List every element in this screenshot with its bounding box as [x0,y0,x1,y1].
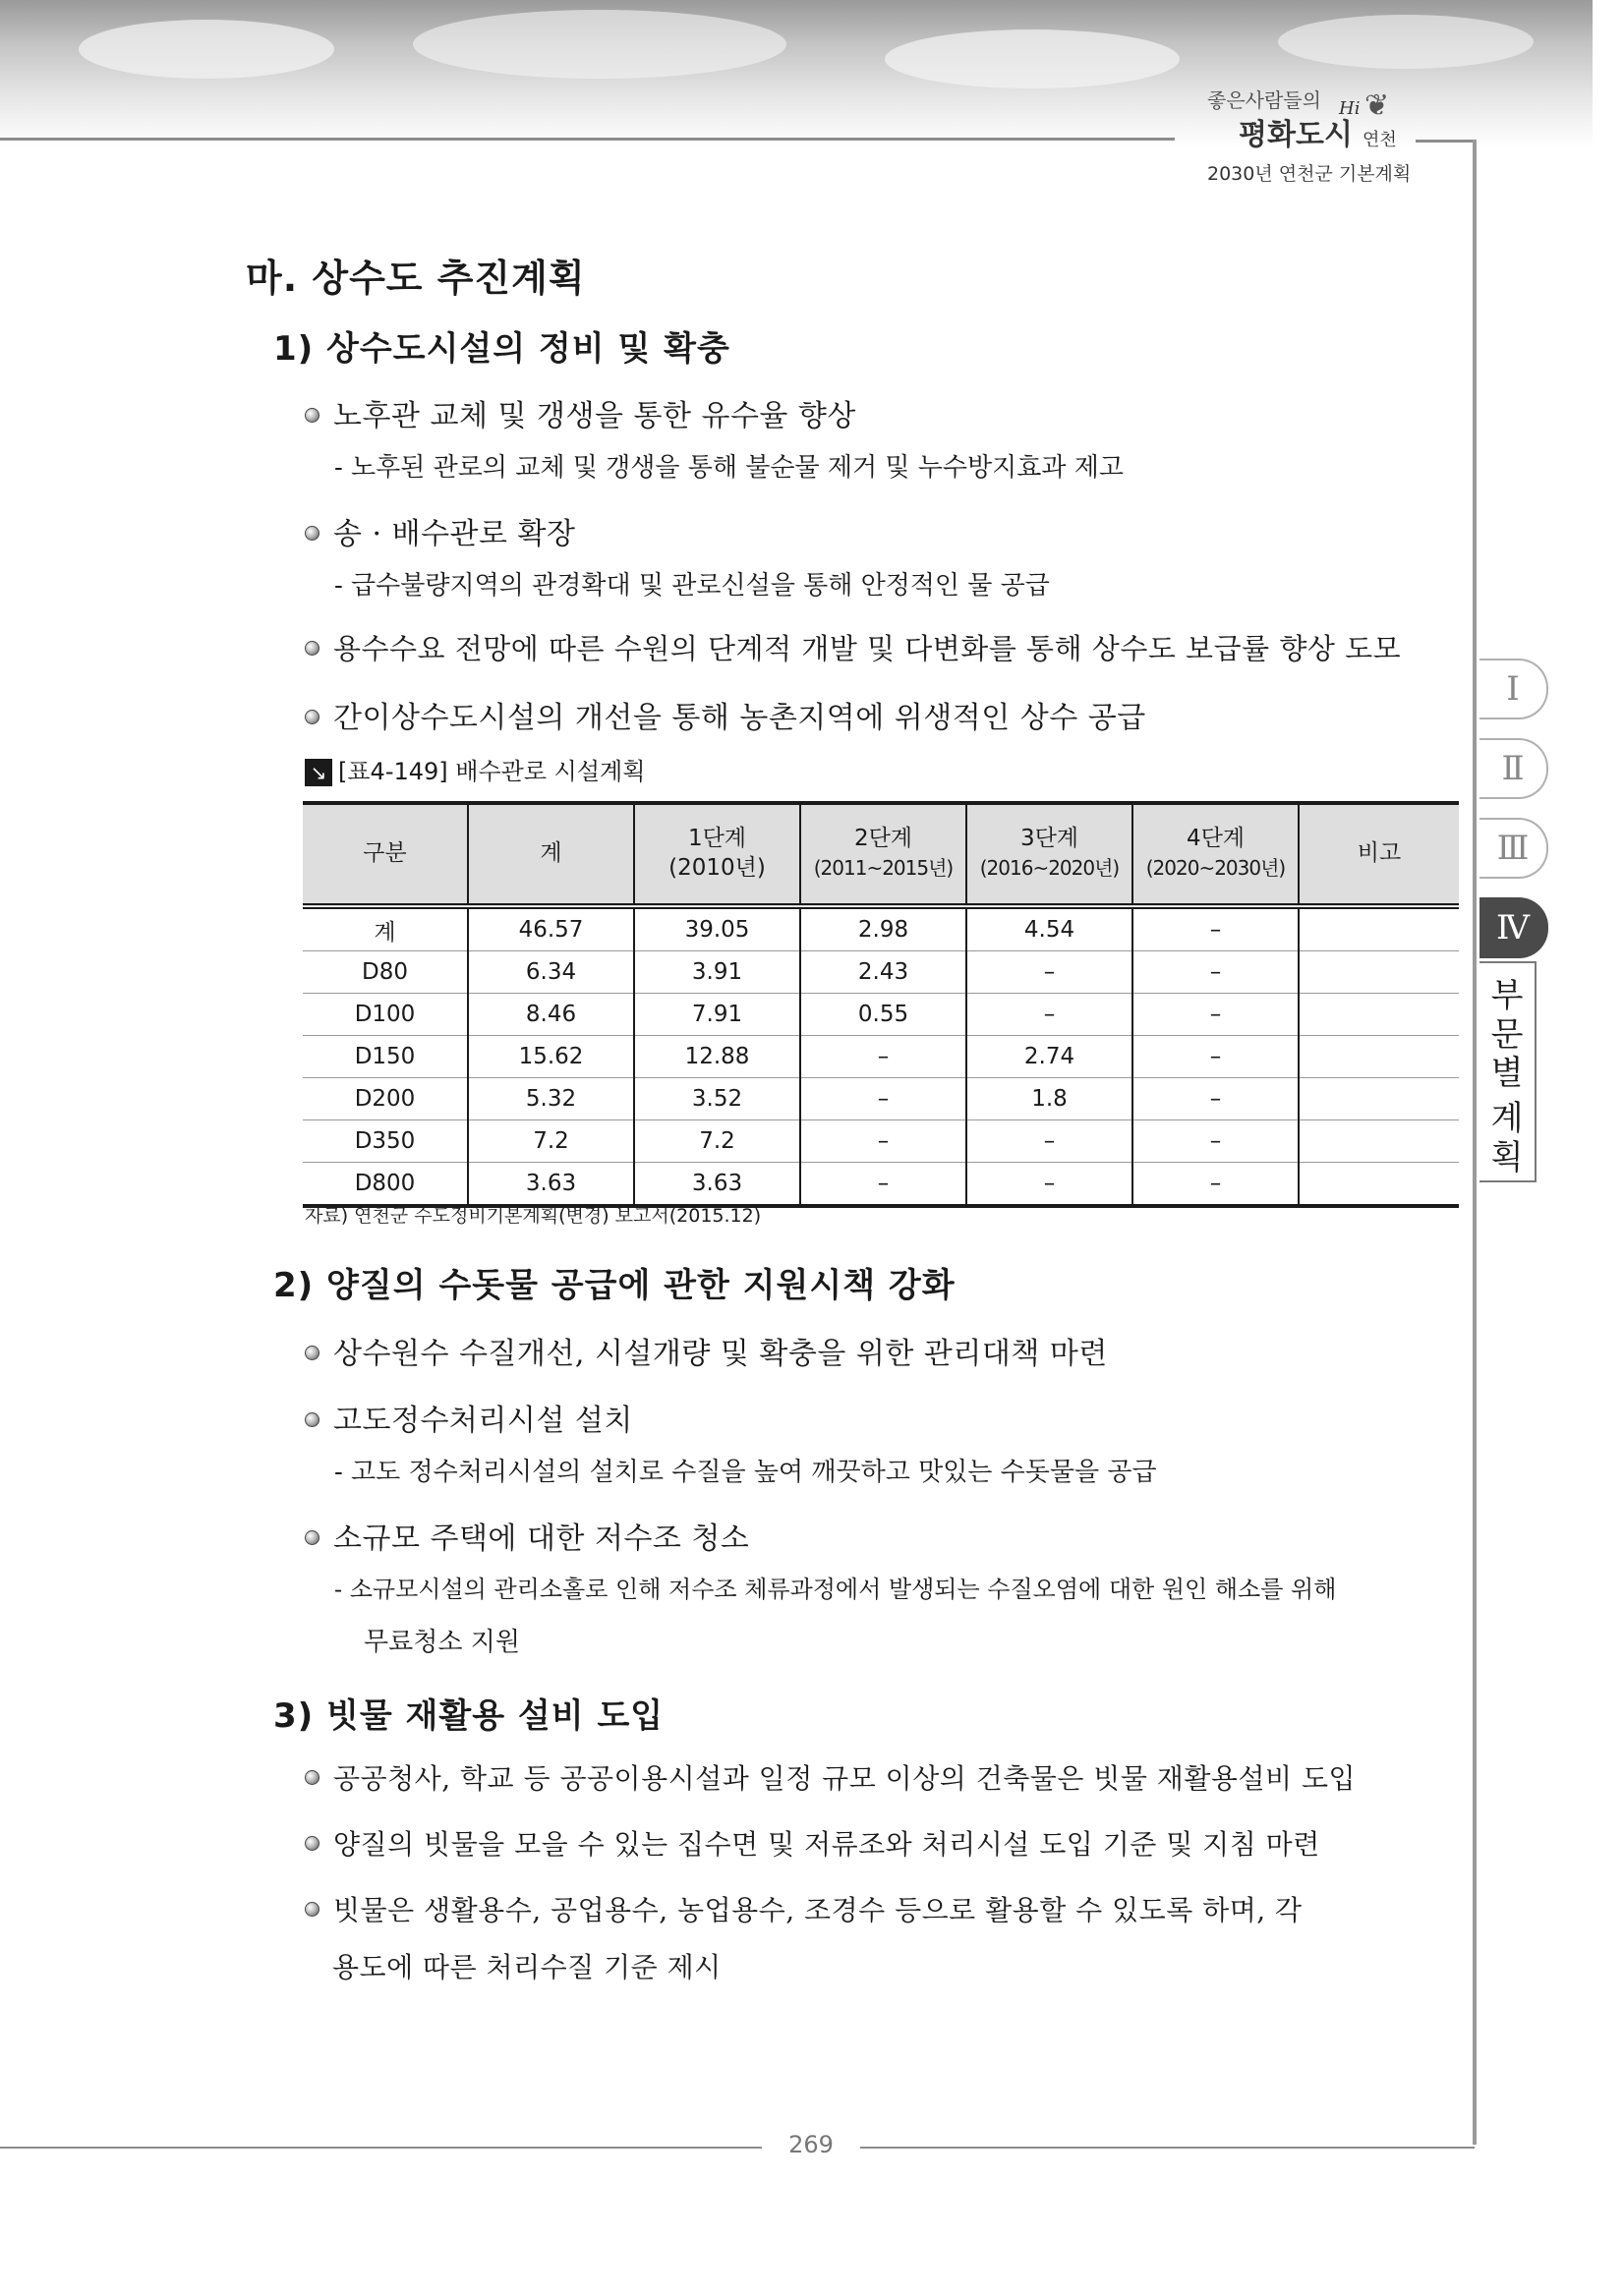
city-logo: 좋은사람들의 평화도시 Hi ❦ 연천 [1207,88,1397,152]
table-cell [1299,1078,1459,1120]
table-cell: D200 [303,1078,468,1120]
table-cell: 8.46 [468,994,634,1036]
table-row [303,1036,1459,1078]
table-cell: 7.2 [468,1120,634,1163]
table-cell: – [800,1036,966,1078]
table-cell: – [1132,951,1299,994]
document-subtitle: 2030년 연천군 기본계획 [1207,163,1412,185]
bullet-icon [305,1902,319,1917]
table-row [303,1120,1459,1163]
section-title: 마. 상수도 추진계획 [246,257,586,300]
table-row [303,906,1459,951]
bird-icon: ❦ [1364,88,1390,123]
header-rule [0,138,1175,141]
table-header-cell: 3단계 (2016~2020년) [966,803,1132,906]
table-cell: 39.05 [634,906,800,951]
table-source: 자료) 연천군 수도정비기본계획(변경) 보고서(2015.12) [305,1205,762,1227]
footer-rule-left [0,2147,762,2149]
table-cell: – [1132,1120,1299,1163]
arrow-down-right-icon: ↘ [305,759,332,786]
bullet-continuation: 용도에 따른 처리수질 기준 제시 [332,1951,722,1983]
bullet-icon [305,1412,319,1427]
table-row [303,1078,1459,1120]
table-cell: 3.91 [634,951,800,994]
bullet-icon [305,1346,319,1360]
table-cell: 12.88 [634,1036,800,1078]
chapter-tab-1[interactable]: Ⅰ [1479,659,1548,719]
table-cell: – [1132,1163,1299,1207]
table-cell: 2.43 [800,951,966,994]
table-row [303,1163,1459,1207]
table-header-cell: 4단계 (2020~2030년) [1132,803,1299,906]
bullet-icon [305,641,319,656]
bullet-detail: 무료청소 지원 [364,1628,520,1657]
table-cell: – [800,1078,966,1120]
table-cell: – [966,1163,1132,1207]
bullet-item: 빗물은 생활용수, 공업용수, 농업용수, 조경수 등으로 활용할 수 있도록 하며, 각 [305,1889,1303,1928]
table-cell: 3.52 [634,1078,800,1120]
table-cell: – [1132,1078,1299,1120]
table-cell: – [1132,1036,1299,1078]
table-cell: D350 [303,1120,468,1163]
subsection-title-1: 1) 상수도시설의 정비 및 확충 [273,329,730,369]
header-rule-right [1416,140,1477,143]
table-header-cell: 비고 [1299,803,1459,906]
bullet-item: 송 · 배수관로 확장 [305,509,576,552]
bullet-icon [305,1770,319,1785]
pipeline-plan-table [303,801,1459,1208]
bullet-detail: - 급수불량지역의 관경확대 및 관로신설을 통해 안정적인 물 공급 [334,571,1050,601]
table-cell [1299,906,1459,951]
table-cell: 3.63 [634,1163,800,1207]
bullet-icon [305,710,319,724]
table-cell: D100 [303,994,468,1036]
table-header-cell: 구분 [303,803,468,906]
table-cell: 0.55 [800,994,966,1036]
table-cell: 4.54 [966,906,1132,951]
table-cell [1299,994,1459,1036]
table-header-cell: 1단계 (2010년) [634,803,800,906]
table-cell: D800 [303,1163,468,1207]
bullet-item: 용수수요 전망에 따른 수원의 단계적 개발 및 다변화를 통해 상수도 보급률 향상 도모 [305,627,1401,667]
table-cell: 1.8 [966,1078,1132,1120]
bullet-item: 소규모 주택에 대한 저수조 청소 [305,1514,749,1557]
bullet-detail: - 소규모시설의 관리소홀로 인해 저수조 체류과정에서 발생되는 수질오염에 대한 원인 해소를 위해 [334,1576,1337,1603]
chapter-label: 부 문 별 계 획 [1479,961,1537,1182]
table-cell: 2.74 [966,1036,1132,1078]
table-cell: – [966,994,1132,1036]
table-cell: – [800,1163,966,1207]
table-cell [1299,1163,1459,1207]
bullet-item: 고도정수처리시설 설치 [305,1396,633,1439]
chapter-tab-4[interactable]: Ⅳ [1479,897,1548,958]
table-cell: 46.57 [468,906,634,951]
chapter-tab-3[interactable]: Ⅲ [1479,818,1548,879]
subsection-title-3: 3) 빗물 재활용 설비 도입 [273,1696,665,1736]
table-cell: – [966,951,1132,994]
table-cell: 7.2 [634,1120,800,1163]
bullet-icon [305,1836,319,1851]
bullet-detail: - 노후된 관로의 교체 및 갱생을 통해 불순물 제거 및 누수방지효과 제고 [334,453,1124,483]
bullet-detail: - 고도 정수처리시설의 설치로 수질을 높여 깨끗하고 맛있는 수돗물을 공급 [334,1458,1157,1487]
table-cell [1299,951,1459,994]
chapter-tab-2[interactable]: Ⅱ [1479,738,1548,799]
page-number: 269 [788,2131,834,2158]
table-cell: 계 [303,906,468,951]
table-cell: 6.34 [468,951,634,994]
table-cell: – [1132,906,1299,951]
table-cell: – [1132,994,1299,1036]
table-row [303,994,1459,1036]
table-cell: 2.98 [800,906,966,951]
bullet-item: 노후관 교체 및 갱생을 통한 유수율 향상 [305,391,856,434]
bullet-item: 상수원수 수질개선, 시설개량 및 확충을 위한 관리대책 마련 [305,1329,1108,1372]
bullet-icon [305,526,319,541]
subsection-title-2: 2) 양질의 수돗물 공급에 관한 지원시책 강화 [273,1266,956,1305]
bullet-icon [305,1530,319,1545]
table-cell: 5.32 [468,1078,634,1120]
table-header-cell: 계 [468,803,634,906]
table-caption: ↘ [표4-149] 배수관로 시설계획 [305,752,645,786]
table-cell: – [800,1120,966,1163]
table-cell: 7.91 [634,994,800,1036]
table-header-cell: 2단계 (2011~2015년) [800,803,966,906]
table-cell [1299,1036,1459,1078]
table-cell: D150 [303,1036,468,1078]
table-cell [1299,1120,1459,1163]
table-cell: D80 [303,951,468,994]
bullet-icon [305,408,319,423]
table-cell: – [966,1120,1132,1163]
table-row [303,951,1459,994]
footer-rule-right [860,2147,1475,2149]
table-cell: 3.63 [468,1163,634,1207]
table-header-row [303,803,1459,906]
bullet-item: 간이상수도시설의 개선을 통해 농촌지역에 위생적인 상수 공급 [305,693,1146,736]
bullet-item: 공공청사, 학교 등 공공이용시설과 일정 규모 이상의 건축물은 빗물 재활용설비 도입 [305,1757,1356,1797]
table-cell: 15.62 [468,1036,634,1078]
bullet-item: 양질의 빗물을 모을 수 있는 집수면 및 저류조와 처리시설 도입 기준 및 지침 마련 [305,1823,1320,1863]
page-right-rule [1473,140,1477,2145]
